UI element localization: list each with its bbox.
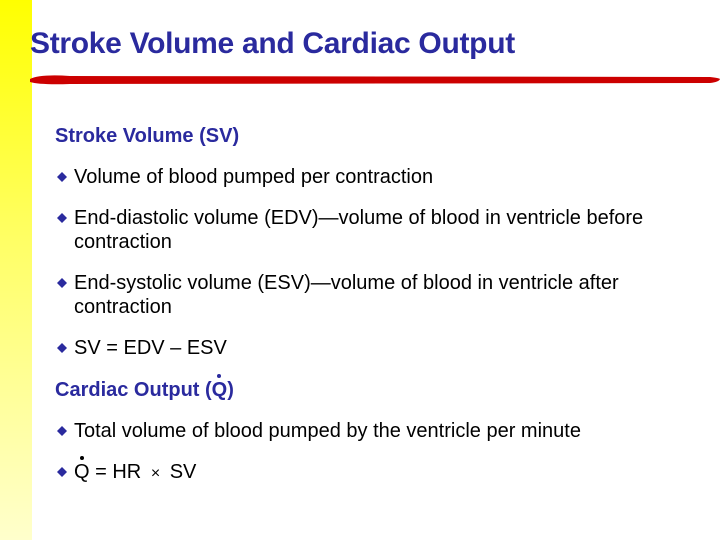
diamond-bullet-icon — [56, 212, 68, 224]
cardiac-output-formula — [74, 461, 196, 483]
formula-middle: = HR — [89, 461, 147, 483]
heading-suffix: ) — [227, 379, 234, 401]
bullet-item — [55, 336, 695, 360]
heading-prefix: Cardiac Output ( — [55, 379, 212, 401]
bullet-item — [55, 271, 695, 319]
bullet-item — [55, 460, 695, 486]
q-letter: Q — [74, 461, 90, 483]
q-dot-symbol — [74, 460, 90, 484]
slide-content — [55, 124, 695, 486]
bullet-text: End-diastolic volume (EDV)—volume of blood in ventricle before contraction — [74, 207, 644, 253]
bullet-item — [55, 206, 695, 254]
overdot-mark — [217, 374, 221, 378]
bullet-item — [55, 165, 695, 189]
stroke-volume-heading: Stroke Volume (SV) — [55, 125, 240, 147]
multiply-operator: × — [150, 465, 161, 482]
title-underline-rule — [30, 73, 720, 86]
bullet-item — [55, 419, 695, 443]
diamond-bullet-icon — [56, 466, 68, 478]
slide-title: Stroke Volume and Cardiac Output — [30, 27, 515, 60]
bullet-text: Total volume of blood pumped by the ventricle per minute — [74, 420, 581, 442]
formula-end: SV — [164, 461, 197, 483]
diamond-bullet-icon — [56, 277, 68, 289]
overdot-mark — [80, 456, 84, 460]
left-accent-stripe — [0, 0, 32, 540]
cardiac-output-heading — [55, 378, 695, 402]
q-letter: Q — [211, 379, 228, 401]
bullet-text: SV = EDV – ESV — [74, 337, 227, 359]
bullet-text: Volume of blood pumped per contraction — [74, 166, 434, 188]
diamond-bullet-icon — [56, 171, 68, 183]
diamond-bullet-icon — [56, 425, 68, 437]
q-dot-symbol — [212, 378, 228, 402]
bullet-text: End-systolic volume (ESV)—volume of blood in ventricle after contraction — [74, 272, 619, 318]
diamond-bullet-icon — [56, 342, 68, 354]
